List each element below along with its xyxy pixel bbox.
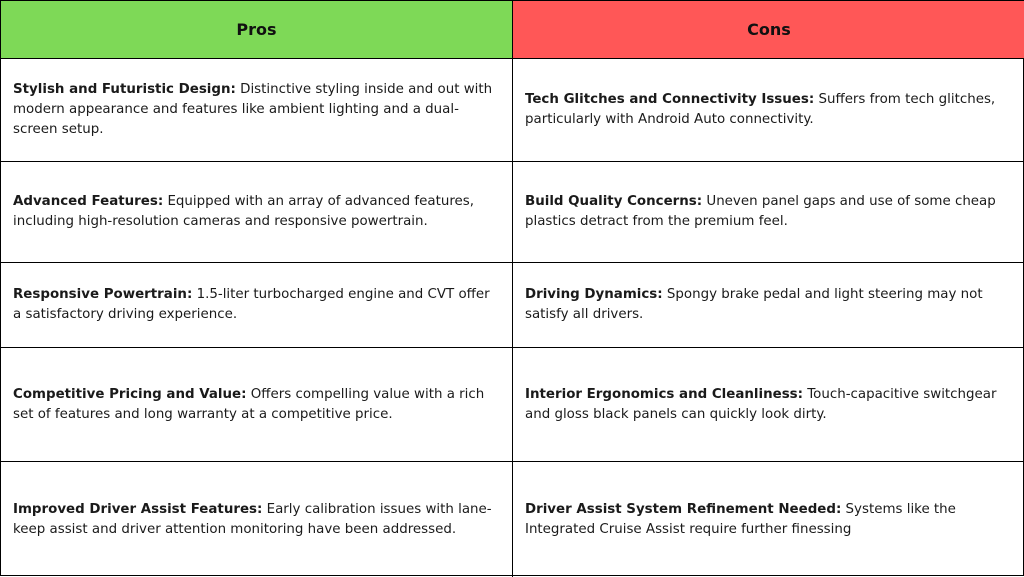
con-text bbox=[525, 285, 1013, 325]
con-description: Suffers from tech glitches, particularly with Android Auto connectivity. bbox=[525, 92, 996, 127]
pro-title: Stylish and Futuristic Design: bbox=[13, 82, 236, 97]
con-cell bbox=[513, 59, 1024, 162]
pro-text bbox=[13, 385, 500, 425]
pro-cell bbox=[1, 162, 513, 263]
con-cell bbox=[513, 162, 1024, 263]
con-title: Driver Assist System Refinement Needed: bbox=[525, 501, 842, 517]
con-cell bbox=[513, 462, 1024, 577]
pro-title: Competitive Pricing and Value: bbox=[13, 386, 247, 402]
con-text bbox=[525, 500, 1013, 540]
pros-header: Pros bbox=[1, 1, 513, 59]
con-cell bbox=[513, 348, 1024, 462]
cons-header: Cons bbox=[513, 1, 1024, 59]
pro-description: Offers compelling value with a rich set of features and long warranty at a competitive price. bbox=[13, 386, 485, 422]
pro-cell bbox=[1, 348, 513, 462]
pro-title: Responsive Powertrain: bbox=[13, 287, 193, 302]
pro-text bbox=[13, 285, 500, 325]
pro-cell bbox=[1, 462, 513, 577]
con-description: Touch-capacitive switchgear and gloss black panels can quickly look dirty. bbox=[525, 386, 997, 422]
pro-description: 1.5-liter turbocharged engine and CVT offer a satisfactory driving experience. bbox=[13, 287, 490, 322]
pro-title: Advanced Features: bbox=[13, 194, 164, 209]
con-title: Tech Glitches and Connectivity Issues: bbox=[525, 92, 815, 107]
pro-text bbox=[13, 192, 500, 232]
con-description: Systems like the Integrated Cruise Assist require further finessing bbox=[525, 501, 956, 537]
con-description: Uneven panel gaps and use of some cheap plastics detract from the premium feel. bbox=[525, 194, 996, 229]
pro-title: Improved Driver Assist Features: bbox=[13, 501, 263, 517]
con-text bbox=[525, 192, 1013, 232]
con-description: Spongy brake pedal and light steering may not satisfy all drivers. bbox=[525, 287, 983, 322]
pro-description: Distinctive styling inside and out with modern appearance and features like ambient lighting and a dual-screen setup. bbox=[13, 82, 493, 137]
con-text bbox=[525, 90, 1013, 130]
pro-description: Equipped with an array of advanced features, including high-resolution cameras and responsive powertrain. bbox=[13, 194, 475, 229]
pro-text bbox=[13, 80, 500, 140]
pro-cell bbox=[1, 263, 513, 348]
con-title: Driving Dynamics: bbox=[525, 287, 663, 302]
con-text bbox=[525, 385, 1013, 425]
con-title: Build Quality Concerns: bbox=[525, 194, 703, 209]
pro-description: Early calibration issues with lane-keep assist and driver attention monitoring have been addressed. bbox=[13, 501, 492, 537]
con-title: Interior Ergonomics and Cleanliness: bbox=[525, 386, 804, 402]
con-cell bbox=[513, 263, 1024, 348]
pro-cell bbox=[1, 59, 513, 162]
pro-text bbox=[13, 500, 500, 540]
